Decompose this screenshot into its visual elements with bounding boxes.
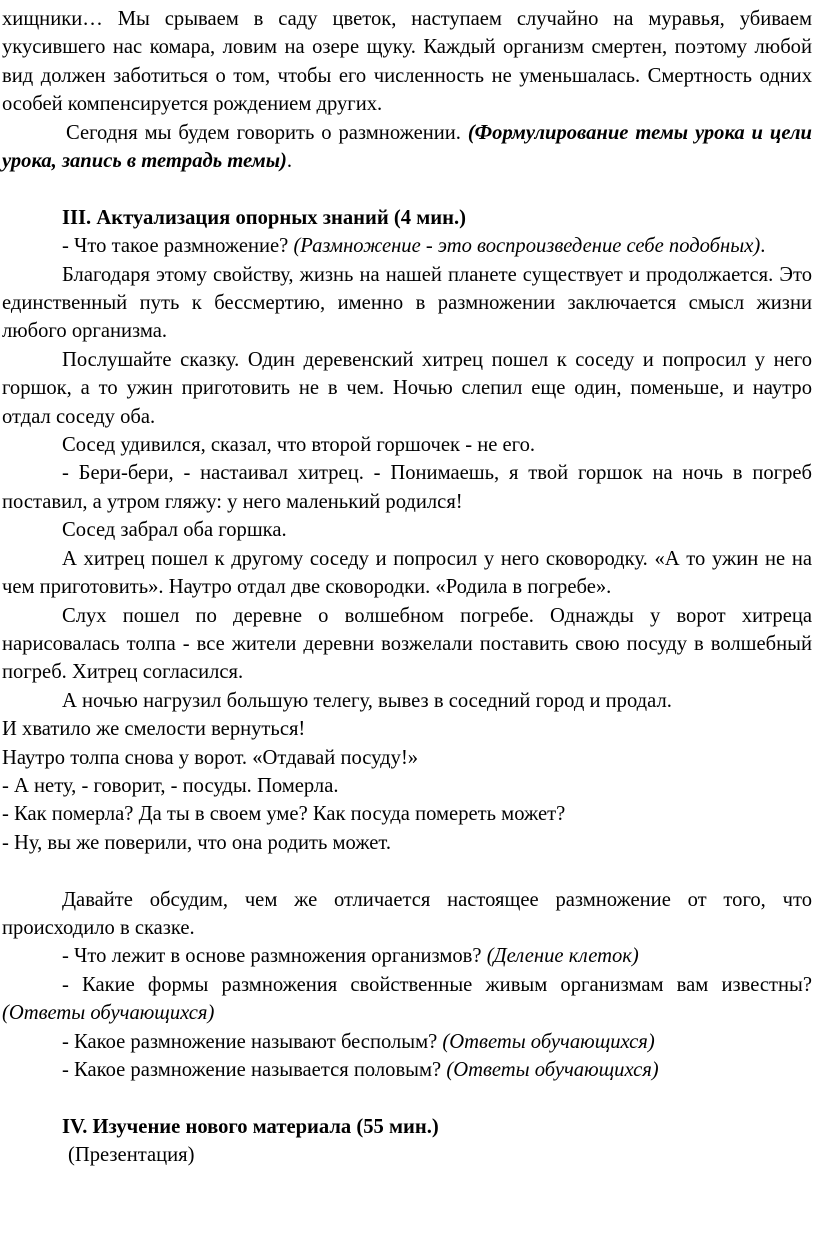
- blank-line: [2, 1084, 812, 1112]
- paragraph-neighbor-surprised: Сосед удивился, сказал, что второй горшочек - не его.: [62, 434, 536, 457]
- topic-tail: .: [286, 150, 293, 173]
- question-answer: (Деление клеток): [486, 945, 639, 968]
- question-asexual: [2, 1028, 812, 1056]
- question-text: - Какое размножение называют бесполым?: [62, 1030, 443, 1053]
- question-sexual: [2, 1056, 812, 1084]
- paragraph-crowd: Наутро толпа снова у ворот. «Отдавай посуду!»: [2, 746, 419, 769]
- question-forms: [2, 971, 812, 1028]
- question-answer: (Ответы обучающихся): [2, 1002, 215, 1025]
- paragraph-tale-start: Послушайте сказку. Один деревенский хитрец пошел к соседу и попросил у него горшок, а то ужин приготовить не в чем. Ночью слепил еще один, поменьше, и наутро отдал соседу оба.: [2, 348, 812, 428]
- question-text: - Какие формы размножения свойственные живым организмам вам известны?: [62, 973, 812, 996]
- paragraph-died: - А нету, - говорит, - посуды. Померла.: [2, 774, 339, 797]
- question-tail: .: [760, 235, 766, 258]
- paragraph-presentation: (Презентация): [68, 1144, 195, 1167]
- paragraph-predators: хищники… Мы срываем в саду цветок, наступаем случайно на муравья, убиваем укусившего нас комара, ловим на озере щуку. Каждый организм смертен, поэтому любой вид должен заботиться о том, чтобы его численность не уменьшалась. Смертность одних особей компенсируется рождением других.: [2, 8, 812, 116]
- section-heading-3: III. Актуализация опорных знаний (4 мин.): [62, 206, 466, 229]
- paragraph-topic: [2, 119, 812, 176]
- paragraph-rumor: Слух пошел по деревне о волшебном погребе. Однажды у ворот хитреца нарисовалась толпа - все жители деревни возжелали поставить свою посуду в волшебный погреб. Хитрец согласился.: [2, 604, 812, 684]
- question-answer: (Ответы обучающихся): [446, 1059, 659, 1081]
- blank-line: [2, 175, 812, 203]
- question-reproduction: [2, 232, 812, 260]
- paragraph-discuss: Давайте обсудим, чем же отличается настоящее размножение от того, что происходило в сказке.: [2, 888, 812, 939]
- paragraph-property: Благодаря этому свойству, жизнь на нашей планете существует и продолжается. Это единственный путь к бессмертию, именно в размножении заключается смысл жизни любого организма.: [2, 263, 812, 343]
- question-cell-division: [2, 942, 812, 970]
- paragraph-returned: И хватило же смелости вернуться!: [2, 718, 306, 741]
- topic-text: Сегодня мы будем говорить о размножении.: [66, 121, 468, 144]
- paragraph-take-it: - Бери-бери, - настаивал хитрец. - Понимаешь, я твой горшок на ночь в погреб поставил, а утром гляжу: у него маленький родился!: [2, 462, 812, 513]
- topic-note: (Формулирование темы урока и цели урока, запись в тетрадь темы): [2, 121, 812, 173]
- paragraph-how-died: - Как померла? Да ты в своем уме? Как посуда помереть может?: [2, 803, 566, 826]
- question-text: - Какое размножение называется половым?: [62, 1059, 447, 1081]
- question-answer: (Ответы обучающихся): [442, 1030, 655, 1053]
- paragraph-believed: - Ну, вы же поверили, что она родить может.: [2, 831, 392, 854]
- question-text: - Что лежит в основе размножения организмов?: [62, 945, 487, 968]
- question-text: - Что такое размножение?: [62, 235, 294, 258]
- blank-line: [2, 857, 812, 885]
- question-answer: (Размножение - это воспроизведение себе подобных): [293, 235, 761, 258]
- paragraph-frying-pan: А хитрец пошел к другому соседу и попросил у него сковородку. «А то ужин не на чем приготовить». Наутро отдал две сковородки. «Родила в погребе».: [2, 547, 812, 599]
- paragraph-neighbor-took: Сосед забрал оба горшка.: [62, 519, 287, 542]
- paragraph-sold: А ночью нагрузил большую телегу, вывез в соседний город и продал.: [62, 689, 672, 712]
- section-heading-4: IV. Изучение нового материала (55 мин.): [62, 1115, 439, 1138]
